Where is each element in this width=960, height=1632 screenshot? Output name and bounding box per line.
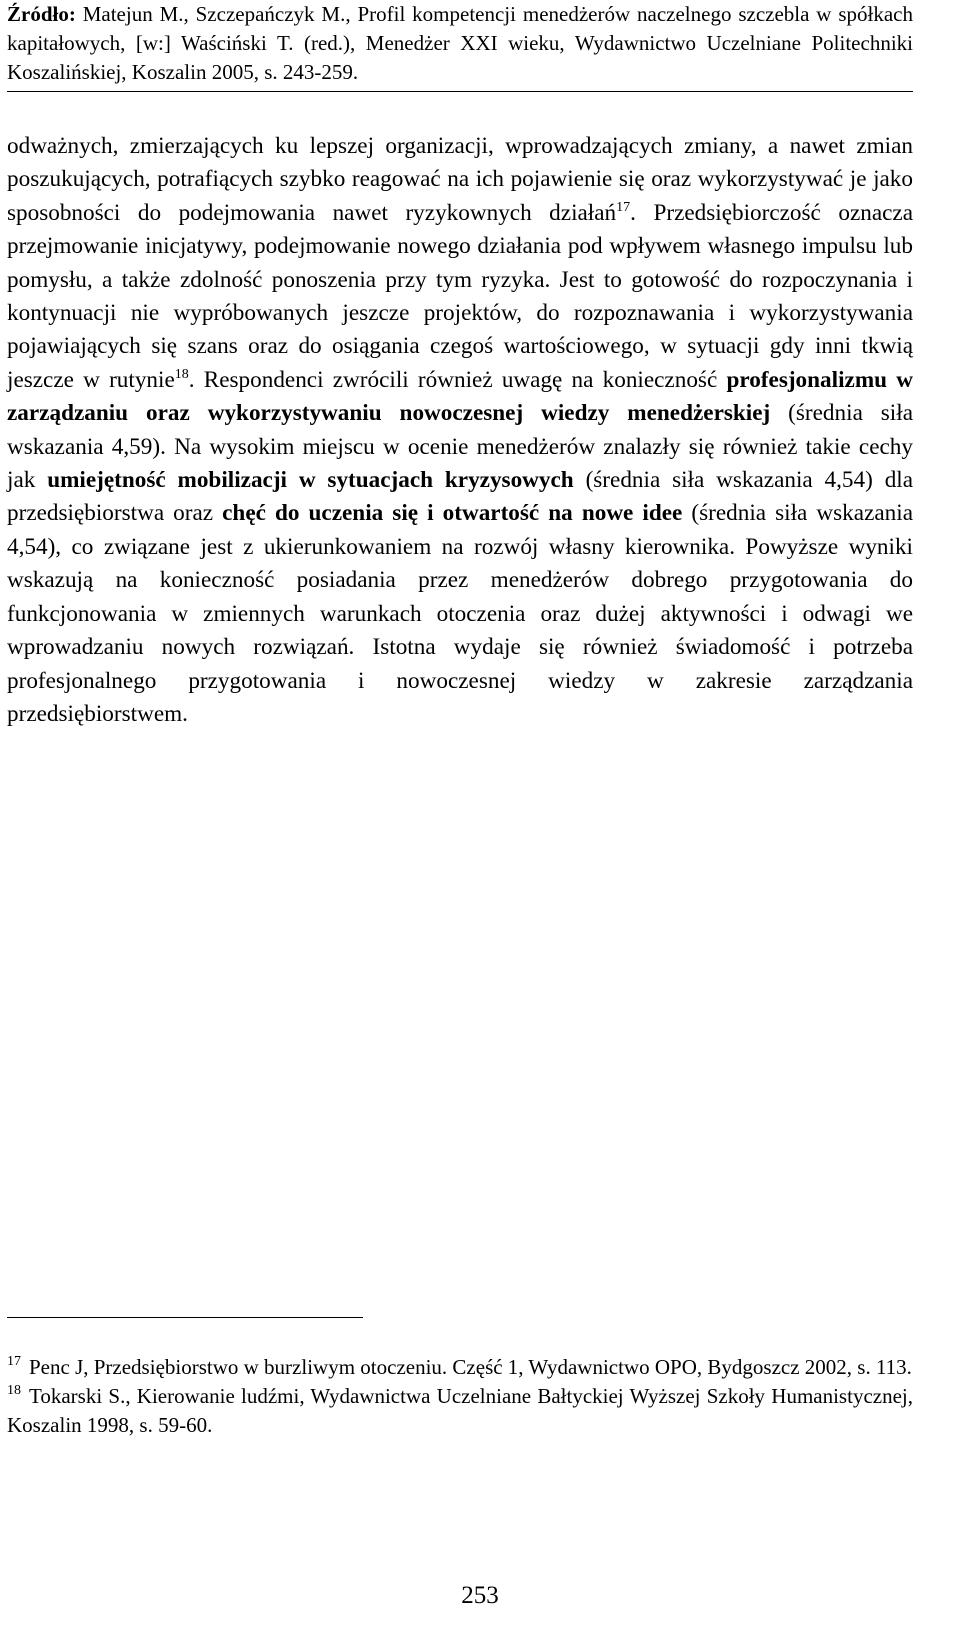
- footnote-number: 18: [7, 1383, 21, 1398]
- body-text-segment: . Respondenci zwrócili również uwagę na konieczność: [188, 366, 727, 393]
- body-text-segment: . Przedsiębiorczość oznacza przejmowanie inicjatywy, podejmowanie nowego działania pod wpływem własnego impulsu lub pomysłu, a także zdolność ponoszenia przy tym ryzyka. Jest to gotowość do rozpoczynania i kontynuacji nie wypróbowanych jeszcze projektów, do rozpoznawania i wykorzystywania pojawiających się szans oraz do osiągania czegoś wartościowego, w sytuacji gdy inni tkwią jeszcze w rutynie: [7, 199, 913, 393]
- body-paragraph: [7, 130, 913, 731]
- footnote-reference: 18: [174, 366, 189, 382]
- source-note: [7, 0, 913, 92]
- footnote-text: Penc J, Przedsiębiorstwo w burzliwym otoczeniu. Część 1, Wydawnictwo OPO, Bydgoszcz 2002, s. 113.: [29, 1355, 912, 1379]
- source-label: Źródło:: [7, 2, 76, 26]
- highlighted-phrase: chęć do uczenia się i otwartość na nowe idee: [222, 500, 683, 527]
- footnote: [7, 1353, 913, 1382]
- highlighted-phrase: umiejętność mobilizacji w sytuacjach kryzysowych: [47, 467, 574, 494]
- footnotes: [7, 1353, 913, 1440]
- body-text-segment: (średnia siła wskazania 4,54), co związane jest z ukierunkowaniem na rozwój własny kierownika. Powyższe wyniki wskazują na konieczność posiadania przez menedżerów dobrego przygotowania do funkcjonowania w zmiennych warunkach otoczenia oraz dużej aktywności i odwagi we wprowadzaniu nowych rozwiązań. Istotna wydaje się również świadomość i potrzeba profesjonalnego przygotowania i nowoczesnej wiedzy w zakresie zarządzania przedsiębiorstwem.: [7, 500, 913, 727]
- body-text-segment: (średnia siła wskazania 4,54) dla przedsiębiorstwa oraz: [7, 467, 914, 527]
- body-text-segment: odważnych, zmierzających ku lepszej organizacji, wprowadzających zmiany, a nawet zmian poszukujących, potrafiących szybko reagować na ich pojawienie się oraz wykorzystywać je jako sposobności do podejmowania nawet ryzykownych działań: [7, 133, 913, 226]
- highlighted-phrase: profesjonalizmu w zarządzaniu oraz wykorzystywaniu nowoczesnej wiedzy menedżerskiej: [7, 366, 913, 427]
- footnote: [7, 1382, 913, 1440]
- footnote-separator: [7, 1317, 363, 1318]
- footnote-text: Tokarski S., Kierowanie ludźmi, Wydawnictwa Uczelniane Bałtyckiej Wyższej Szkoły Humanistycznej, Koszalin 1998, s. 59-60.: [7, 1384, 913, 1437]
- page-number: 253: [461, 1582, 499, 1609]
- source-citation: Matejun M., Szczepańczyk M., Profil kompetencji menedżerów naczelnego szczebla w spółkach kapitałowych, [w:] Waściński T. (red.), Menedżer XXI wieku, Wydawnictwo Uczelniane Politechniki Koszalińskiej, Koszalin 2005, s. 243-259.: [7, 2, 913, 84]
- footnote-number: 17: [7, 1354, 21, 1369]
- footnote-reference: 17: [616, 199, 631, 215]
- body-text-segment: (średnia siła wskazania 4,59). Na wysokim miejscu w ocenie menedżerów znalazły się również takie cechy jak: [7, 400, 913, 494]
